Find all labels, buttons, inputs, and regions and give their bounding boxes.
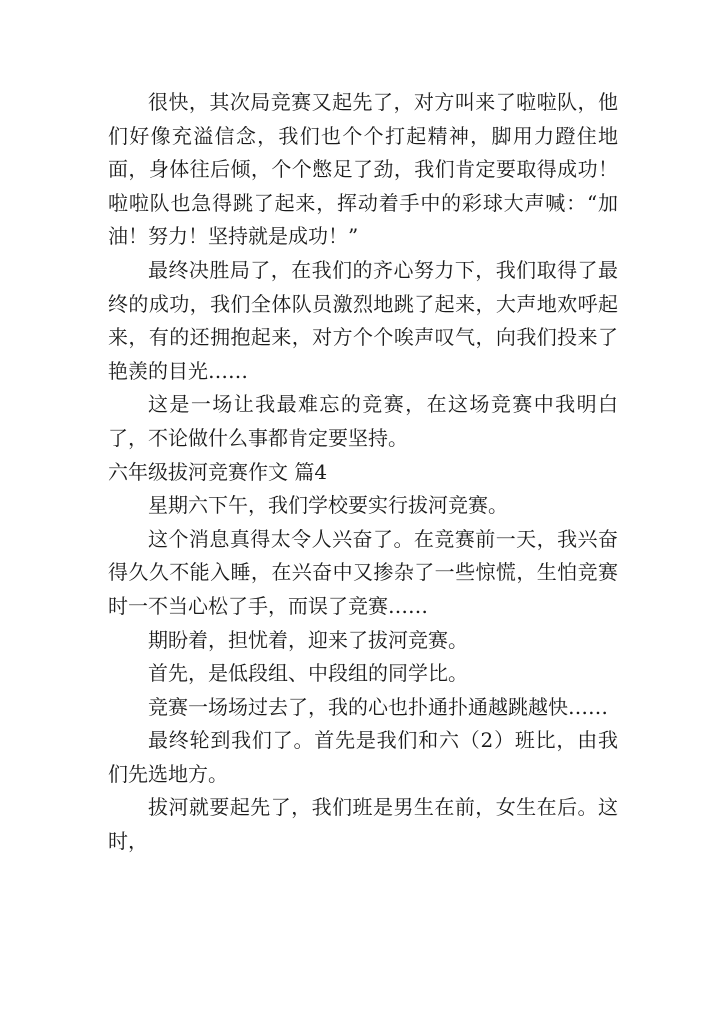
paragraph-start: 拔河就要起先了，我们班是男生在前，女生在后。这时，	[108, 795, 618, 854]
paragraph-lower-groups: 首先，是低段组、中段组的同学比。	[148, 661, 468, 686]
paragraph-heartbeat: 竞赛一场场过去了，我的心也扑通扑通越跳越快……	[148, 694, 608, 719]
paragraph-saturday: 星期六下午，我们学校要实行拔河竞赛。	[148, 493, 508, 518]
paragraph-anticipation: 期盼着，担忧着，迎来了拔河竞赛。	[148, 627, 468, 652]
paragraph-final-round: 最终决胜局了，在我们的齐心努力下，我们取得了最终的成功，我们全体队员激烈地跳了起来，大声地欢呼起来，有的还拥抱起来，对方个个唉声叹气，向我们投来了艳羡的目光……	[108, 257, 618, 383]
paragraph-second-round: 很快，其次局竞赛又起先了，对方叫来了啦啦队，他们好像充溢信念，我们也个个打起精神，脚用力蹬住地面，身体往后倾，个个憋足了劲，我们肯定要取得成功！啦啦队也急得跳了起来，挥动着手中的彩球大声喊：“加油！努力！坚持就是成功！”	[108, 90, 618, 249]
paragraph-our-turn: 最终轮到我们了。首先是我们和六（2）班比，由我们先选地方。	[108, 728, 618, 786]
document-page	[108, 86, 618, 859]
section-heading: 六年级拔河竞赛作文 篇4	[108, 459, 328, 484]
paragraph-reflection: 这是一场让我最难忘的竞赛，在这场竞赛中我明白了，不论做什么事都肯定要坚持。	[108, 392, 618, 450]
paragraph-excitement: 这个消息真得太令人兴奋了。在竞赛前一天，我兴奋得久久不能入睡，在兴奋中又掺杂了一些惊慌，生怕竞赛时一不当心松了手，而误了竞赛……	[108, 526, 618, 618]
